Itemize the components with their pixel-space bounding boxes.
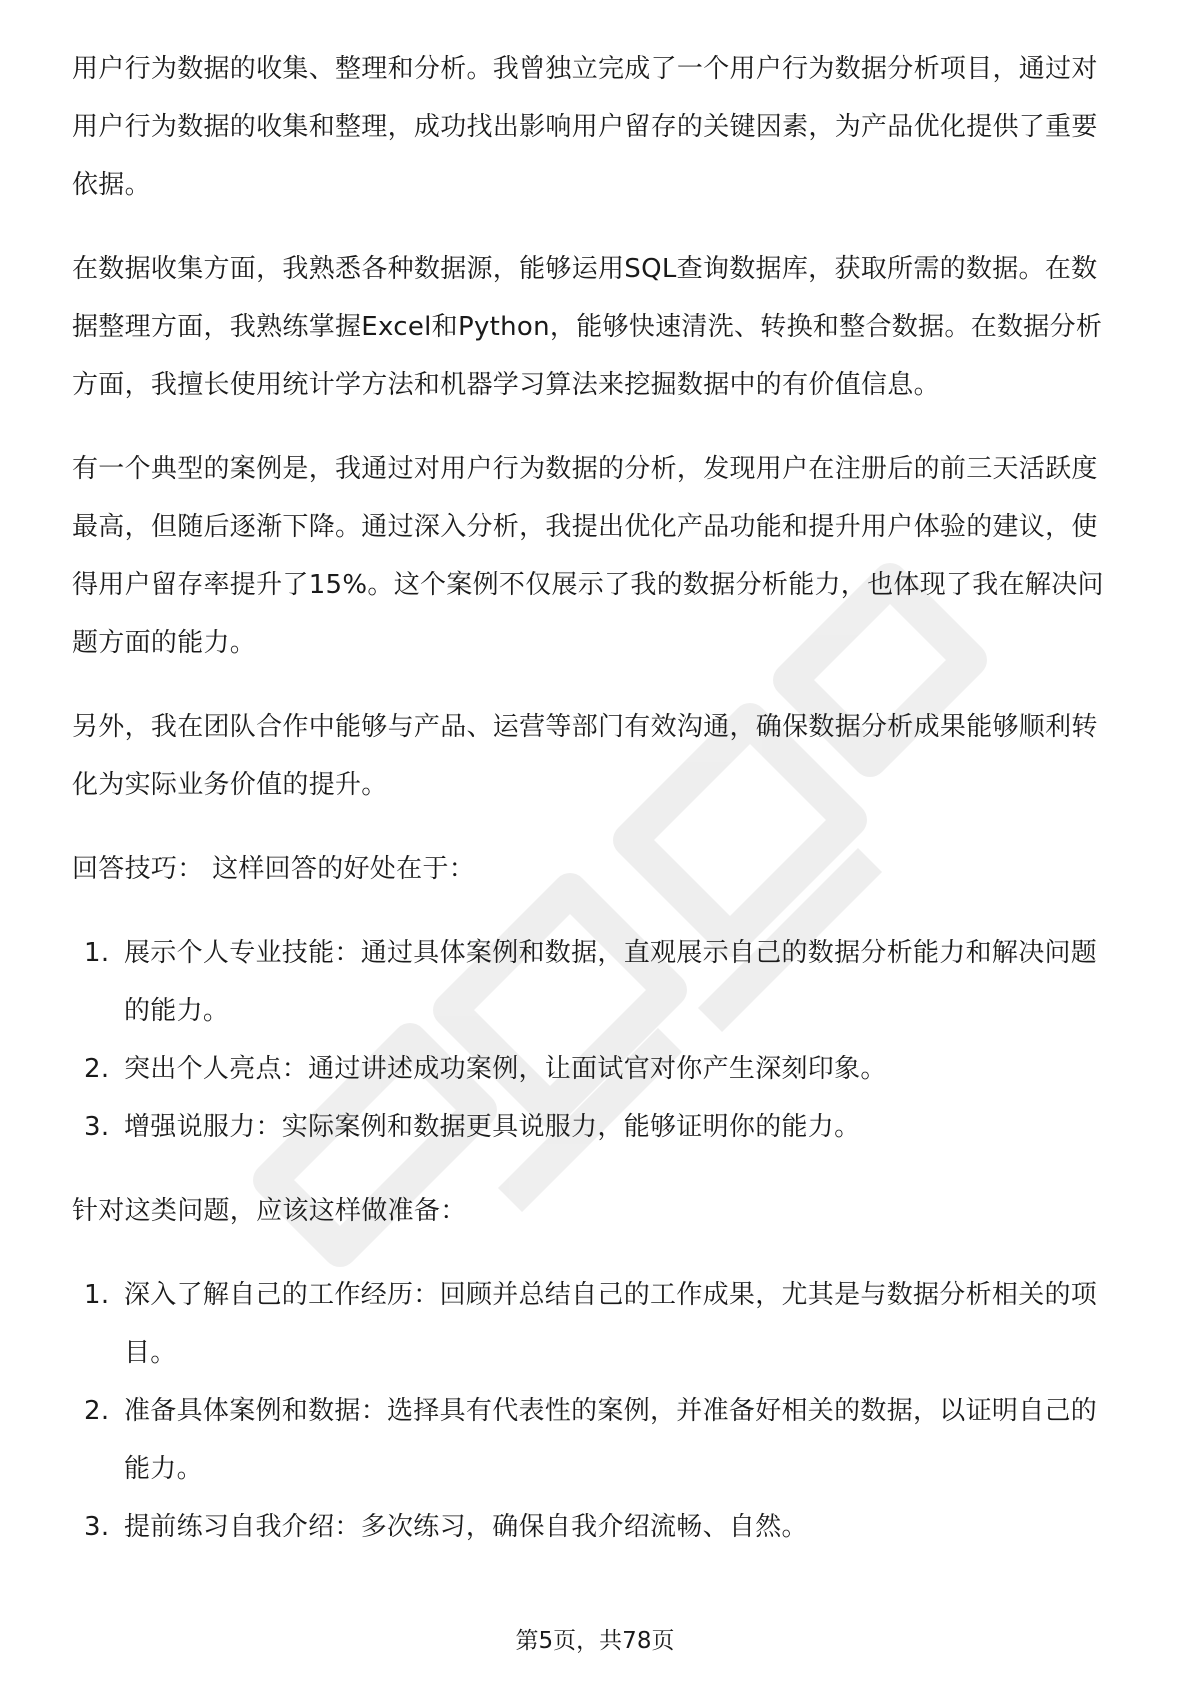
list-number: 3. [84,1512,110,1542]
list-number: 2. [84,1396,110,1426]
list-number: 1. [84,938,110,968]
list-number: 3. [84,1112,110,1142]
paragraph-teamwork: 另外，我在团队合作中能够与产品、运营等部门有效沟通，确保数据分析成果能够顺利转化为实际业务价值的提升。 [72,712,1098,800]
list-item [72,1266,1122,1382]
list-item [72,924,1122,1040]
list-item [72,1098,1122,1156]
list-text: 突出个人亮点：通过讲述成功案例，让面试官对你产生深刻印象。 [124,1054,887,1084]
page-number-footer: 第5页，共78页 [515,1628,675,1654]
document-page [72,40,1122,1556]
list-text: 准备具体案例和数据：选择具有代表性的案例，并准备好相关的数据，以证明自己的能力。 [124,1396,1098,1484]
list-item [72,1382,1122,1498]
paragraph-preparation: 针对这类问题，应该这样做准备： [72,1196,467,1226]
paragraph-data-skills: 在数据收集方面，我熟悉各种数据源，能够运用SQL查询数据库，获取所需的数据。在数据整理方面，我熟练掌握Excel和Python，能够快速清洗、转换和整合数据。在数据分析方面，我擅长使用统计学方法和机器学习算法来挖掘数据中的有价值信息。 [72,254,1103,400]
paragraph-answer-tips: 回答技巧： 这样回答的好处在于： [72,854,476,884]
list-text: 展示个人专业技能：通过具体案例和数据，直观展示自己的数据分析能力和解决问题的能力。 [124,938,1098,1026]
preparation-list [72,1266,1122,1556]
paragraph-project-intro: 用户行为数据的收集、整理和分析。我曾独立完成了一个用户行为数据分析项目，通过对用户行为数据的收集和整理，成功找出影响用户留存的关键因素，为产品优化提供了重要依据。 [72,54,1098,200]
list-text: 深入了解自己的工作经历：回顾并总结自己的工作成果，尤其是与数据分析相关的项目。 [124,1280,1098,1368]
paragraph-case-study: 有一个典型的案例是，我通过对用户行为数据的分析，发现用户在注册后的前三天活跃度最高，但随后逐渐下降。通过深入分析，我提出优化产品功能和提升用户体验的建议，使得用户留存率提升了15%。这个案例不仅展示了我的数据分析能力，也体现了我在解决问题方面的能力。 [72,454,1104,658]
benefits-list [72,924,1122,1156]
list-number: 1. [84,1280,110,1310]
list-item [72,1498,1122,1556]
list-text: 增强说服力：实际案例和数据更具说服力，能够证明你的能力。 [124,1112,861,1142]
list-number: 2. [84,1054,110,1084]
list-text: 提前练习自我介绍：多次练习，确保自我介绍流畅、自然。 [124,1512,808,1542]
list-item [72,1040,1122,1098]
